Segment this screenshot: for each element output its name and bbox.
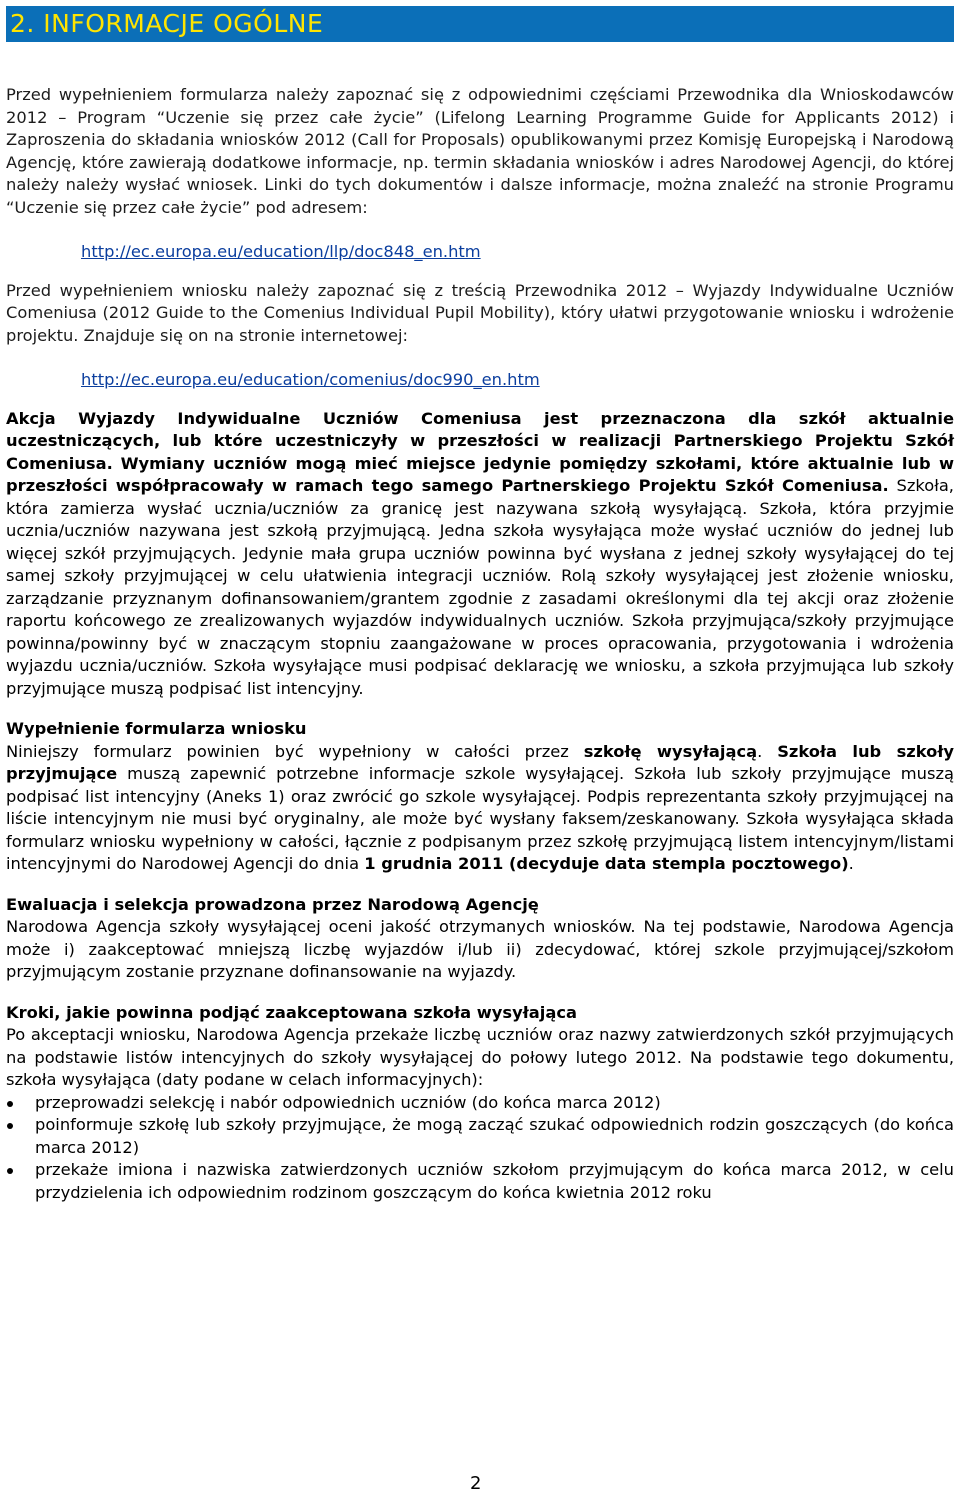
filling-section (6, 718, 954, 876)
steps-section (6, 1002, 954, 1205)
steps-list (6, 1092, 954, 1205)
filling-bold-1: szkołę wysyłającą (583, 741, 758, 761)
action-bold-2: Wymiany uczniów mogą mieć miejsce jedynie pomiędzy szkołami, które aktualnie lub w przeszłości współpracowały w ramach tego samego Partnerskiego Projektu Szkół Comeniusa. (6, 453, 954, 495)
filling-text-1: Niniejszy formularz powinien być wypełniony w całości przez (6, 741, 569, 761)
list-item (6, 1092, 954, 1115)
steps-heading: Kroki, jakie powinna podjąć zaakceptowana szkoła wysyłająca (6, 1002, 577, 1022)
comenius-guide-link[interactable]: http://ec.europa.eu/education/comenius/doc990_en.htm (81, 370, 540, 389)
filling-paragraph: Niniejszy formularz powinien być wypełniony w całości przez szkołę wysyłającą. Szkoła lub szkoły przyjmujące muszą zapewnić potrzebne informacje szkole wysyłającej. Szkoła lub szkoły przyjmujące muszą podpisać list intencyjny (Aneks 1) oraz zwrócić go szkole wysyłającej. Podpis reprezentanta szkoły przyjmującej na liście intencyjnym nie musi być oryginalny, ale może być wysłany faksem/zeskanowany. Szkoła wysyłająca składa formularz wniosku wypełniony w całości, łącznie z podpisanym przez szkołę przyjmującą listem intencyjnym/listami intencyjnymi do Narodowej Agencji do dnia 1 grudnia 2011 (decyduje data stempla pocztowego). (6, 741, 954, 873)
filling-deadline: 1 grudnia 2011 (decyduje data stempla pocztowego) (364, 854, 849, 873)
list-item (6, 1114, 954, 1159)
evaluation-section (6, 894, 954, 984)
filling-heading: Wypełnienie formularza wniosku (6, 719, 307, 738)
page-number: 2 (470, 1473, 482, 1494)
list-item-text: przeprowadzi selekcję i nabór odpowiednich uczniów (do końca marca 2012) (35, 1092, 661, 1112)
filling-bold-2: Szkoła lub szkoły przyjmujące (6, 741, 954, 783)
bullet-icon (7, 1123, 13, 1129)
action-paragraph (6, 408, 954, 701)
bullet-icon (7, 1168, 13, 1174)
filling-text-2: muszą zapewnić potrzebne informacje szkole wysyłającej. Szkoła lub szkoły przyjmujące muszą podpisać list intencyjny (Aneks 1) oraz zwrócić go szkole wysyłającej. Podpis reprezentanta szkoły przyjmującej na liście intencyjnym nie musi być oryginalny, ale może być wysłany faksem/zeskanowany. Szkoła wysyłająca składa formularz wniosku wypełniony w całości, łącznie z podpisanym przez szkołę przyjmującą listem intencyjnym/listami intencyjnymi do Narodowej Agencji do dnia (6, 764, 954, 873)
bullet-icon (7, 1101, 13, 1107)
section-header-bar (6, 6, 954, 42)
list-item (6, 1159, 954, 1204)
section-title: 2. INFORMACJE OGÓLNE (10, 9, 324, 38)
evaluation-heading: Ewaluacja i selekcja prowadzona przez Narodową Agencję (6, 894, 539, 914)
llp-guide-link[interactable]: http://ec.europa.eu/education/llp/doc848_en.htm (81, 242, 481, 261)
intro-paragraph-1: Przed wypełnieniem formularza należy zapoznać się z odpowiednimi częściami Przewodnika dla Wnioskodawców 2012 – Program “Uczenie się przez całe życie” (Lifelong Learning Programme Guide for Applicants 2012) i Zaproszenia do składania wniosków 2012 (Call for Proposals) opublikowanymi przez Komisję Europejską i Narodową Agencję, które zawierają dodatkowe informacje, np. termin składania wniosków i adres Narodowej Agencji, do której należy należy wysłać wniosek. Linki do tych dokumentów i dalsze informacje, można znaleźć na stronie Programu “Uczenie się przez całe życie” pod adresem: (6, 85, 954, 217)
intro-paragraph-2: Przed wypełnieniem wniosku należy zapoznać się z treścią Przewodnika 2012 – Wyjazdy Indywidualne Uczniów Comeniusa (2012 Guide to the Comenius Individual Pupil Mobility), który ułatwi przygotowanie wniosku i wdrożenie projektu. Znajduje się on na stronie internetowej: (6, 280, 954, 345)
steps-paragraph: Po akceptacji wniosku, Narodowa Agencja przekaże liczbę uczniów oraz nazwy zatwierdzonych szkół przyjmujących na podstawie listów intencyjnych do szkoły wysyłającej do połowy lutego 2012. Na podstawie tego dokumentu, szkoła wysyłająca (daty podane w celach informacyjnych): (6, 1025, 954, 1089)
list-item-text: przekaże imiona i nazwiska zatwierdzonych uczniów szkołom przyjmującym do końca marca 2012, w celu przydzielenia ich odpowiednim rodzinom goszczącym do końca kwietnia 2012 roku (35, 1160, 954, 1202)
list-item-text: poinformuje szkołę lub szkoły przyjmujące, że mogą zacząć szukać odpowiednich rodzin goszczących (do końca marca 2012) (35, 1115, 954, 1157)
action-bold-1: Akcja Wyjazdy Indywidualne Uczniów Comeniusa jest przeznaczona dla szkół aktualnie uczestniczących, lub które uczestniczyły w przeszłości w realizacji Partnerskiego Projektu Szkół Comeniusa. (6, 408, 954, 473)
evaluation-paragraph: Narodowa Agencja szkoły wysyłającej oceni jakość otrzymanych wniosków. Na tej podstawie, Narodowa Agencja może i) zaakceptować mniejszą liczbę wyjazdów i/lub ii) zdecydować, której szkole przyjmującej/szkołom przyjmującym zostanie przyznane dofinansowanie na wyjazdy. (6, 917, 954, 981)
document-body (6, 84, 954, 1204)
action-text: Szkoła, która zamierza wysłać ucznia/uczniów za granicę jest nazywana szkołą wysyłającą. Szkoła, która przyjmie ucznia/uczniów nazywana jest szkołą przyjmującą. Jedna szkoła wysyłająca może wysłać uczniów do jednej lub więcej szkół przyjmujących. Jedynie mała grupa uczniów powinna być wysłana z jednej szkoły wysyłającej do tej samej szkoły przyjmującej w celu ułatwienia integracji uczniów. Rolą szkoły wysyłającej jest złożenie wniosku, zarządzanie przyznanym dofinansowaniem/grantem zgodnie z zasadami określonymi dla tej akcji oraz złożenie raportu końcowego ze zrealizowanych wyjazdów indywidualnych uczniów. Szkoła przyjmująca/szkoły przyjmujące powinna/powinny być w znaczącym stopniu zaangażowane w proces opracowania, przygotowania i wdrożenia wyjazdu ucznia/uczniów. Szkoła wysyłające musi podpisać deklarację we wniosku, a szkoła przyjmująca lub szkoły przyjmujące muszą podpisać list intencyjny. (6, 476, 954, 698)
